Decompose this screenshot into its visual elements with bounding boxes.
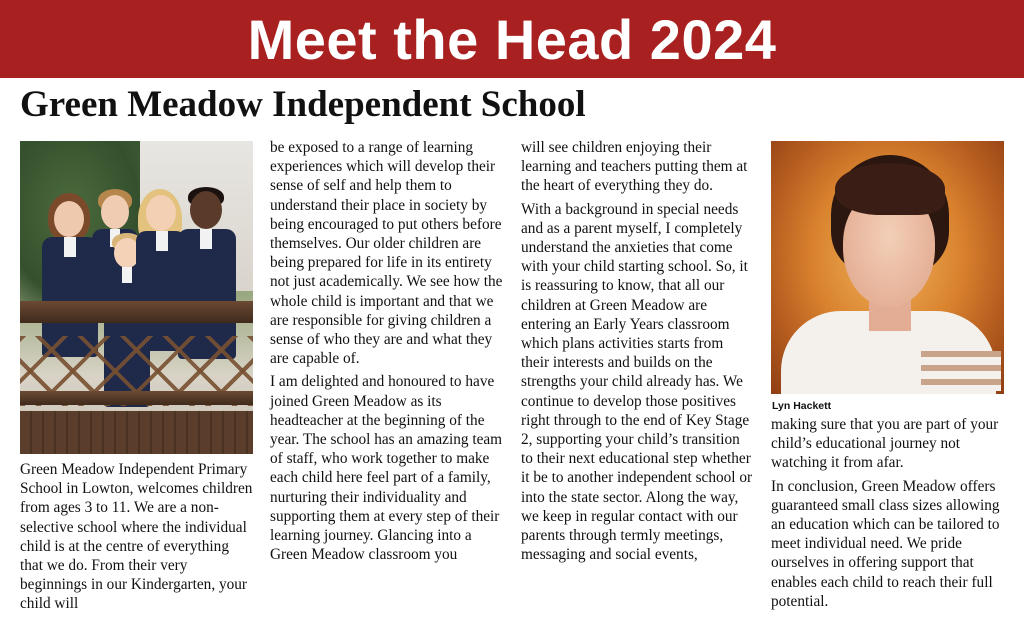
- photo-caption: Lyn Hackett: [772, 400, 832, 412]
- article-column-1: [20, 138, 254, 618]
- page-title: Meet the Head 2024: [247, 8, 777, 71]
- paragraph: With a background in special needs and as a parent myself, I completely understand the anxieties that come with your child starting school. So, it is reassuring to know, that all our children at Green Meadow are entering an Early Years classroom which plans activities starts from their interests and builds on the strengths your child already has. We continue to develop those positives right through to the end of Key Stage 2, supporting your child’s transition to their next educational step whether it be to another independent school or into the state sector. Along the way, we keep in regular contact with our parents through termly meetings, messaging and social events,: [521, 200, 753, 564]
- children-photo: [20, 141, 253, 454]
- article-column-4: [771, 138, 1005, 615]
- article-headline: Green Meadow Independent School: [20, 84, 586, 125]
- paragraph: Green Meadow Independent Primary School in Lowton, welcomes children from ages 3 to 11. We are a non-selective school where the individual child is at the centre of everything that we do. From their very beginnings in our Kindergarten, your child will: [20, 461, 253, 613]
- paragraph: I am delighted and honoured to have joined Green Meadow as its headteacher at the beginning of the year. The school has an amazing team of staff, who work together to make each child here feel part of a family, nurturing their individuality and supporting them at every step of their learning journey. Glancing into a Green Meadow classroom you: [270, 373, 503, 564]
- paragraph: will see children enjoying their learning and teachers putting them at the heart of everything they do.: [521, 139, 748, 195]
- headteacher-photo: [771, 141, 1004, 394]
- paragraph: In conclusion, Green Meadow offers guaranteed small class sizes allowing an education which can be tailored to meet individual need. We pride ourselves in offering support that enables each child to reach their full potential.: [771, 477, 1000, 610]
- article-column-3: [521, 138, 755, 568]
- header-banner: [0, 0, 1024, 78]
- article-column-2: [270, 138, 504, 568]
- paragraph: be exposed to a range of learning experiences which will develop their sense of self and help them to understand their place in society by being encouraged to put others before themselves. Our older children are being prepared for life in its entirety not just academically. We see how the whole child is important and that we are responsible for giving children a sense of who they are and what they are capable of.: [270, 139, 503, 368]
- paragraph: making sure that you are part of your child’s educational journey not watching it from afar.: [771, 416, 999, 472]
